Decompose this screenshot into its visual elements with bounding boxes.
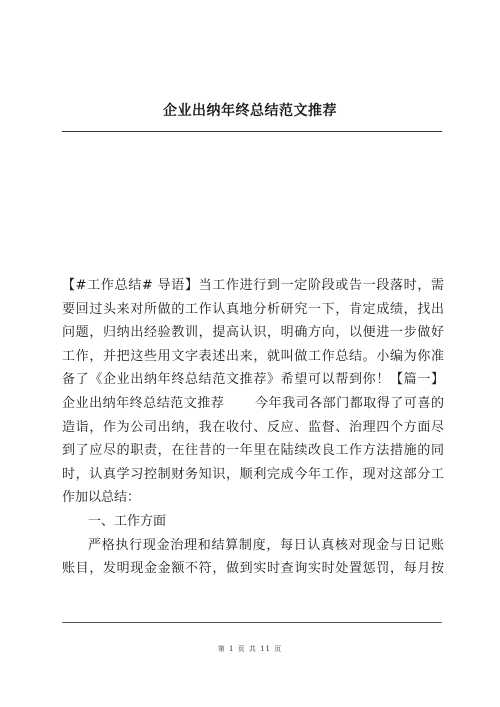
body-line: 要回过头来对所做的工作认真地分析研究一下，肯定成绩，找出 xyxy=(62,301,444,317)
document-title: 企业出纳年终总结范文推荐 xyxy=(163,103,337,119)
header-divider xyxy=(62,131,442,132)
body-line-tail: 今年我司各部门都取得了可喜的 xyxy=(254,395,444,411)
body-line: 造诣，作为公司出纳，我在收付、反应、监督、治理四个方面尽 xyxy=(62,419,444,435)
section-heading: 一、工作方面 xyxy=(88,513,167,529)
body-line: 【#工作总结# 导语】当工作进行到一定阶段或告一段落时，需 xyxy=(62,278,444,293)
footer-divider xyxy=(62,622,442,623)
body-line: 工作，并把这些用文字表述出来，就叫做工作总结。小编为你准 xyxy=(62,348,444,364)
body-line: 账目，发明现金金额不符，做到实时查询实时处置惩罚，每月按 xyxy=(62,561,444,577)
page-number: 第 1 页 共 11 页 xyxy=(217,645,283,653)
body-line: 到了应尽的职责，在往昔的一年里在陆续改良工作方法措施的同 xyxy=(62,443,444,459)
body-line: 问题，归纳出经验教训，提高认识，明确方向，以便进一步做好 xyxy=(62,325,444,341)
body-line: 作加以总结： xyxy=(62,490,141,506)
body-line: 严格执行现金治理和结算制度，每日认真核对现金与日记账 xyxy=(88,537,444,553)
article-heading: 企业出纳年终总结范文推荐 xyxy=(62,395,225,411)
body-line-with-heading xyxy=(62,392,444,416)
document-body xyxy=(62,274,444,581)
body-line: 备了《企业出纳年终总结范文推荐》希望可以帮到你！【篇一】 xyxy=(62,372,444,388)
body-line: 时，认真学习控制财务知识，顺利完成今年工作，现对这部分工 xyxy=(62,466,444,482)
